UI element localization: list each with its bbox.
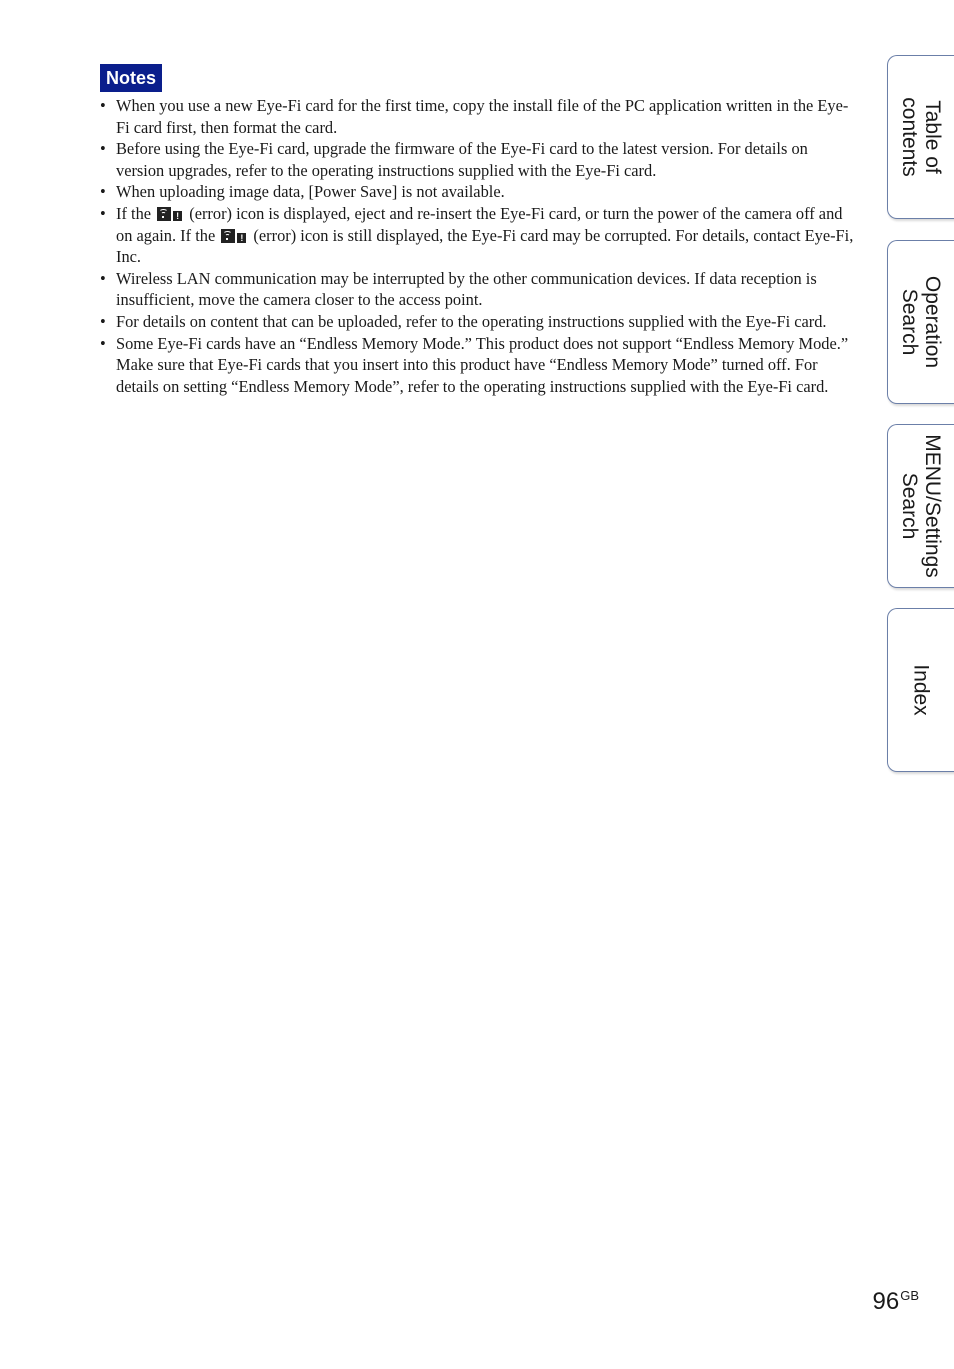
note-text: (error) icon is displayed, eject and re-insert the Eye-Fi card, or turn the power of the camera off and on again. If the (116, 203, 843, 245)
notes-list (100, 95, 854, 397)
page-number-suffix: GB (900, 1288, 919, 1303)
tab-operation-search[interactable] (887, 240, 954, 404)
note-text: If the (116, 203, 156, 223)
tab-label: Operation Search (898, 275, 944, 369)
note-item (100, 333, 854, 398)
page-number (873, 1288, 920, 1316)
tab-label: MENU/Settings Search (898, 434, 944, 578)
note-text: Some Eye-Fi cards have an “Endless Memory Mode.” This product does not support “Endless Memory Mode.” Make sure that Eye-Fi cards that you insert into this product have “Endless Memory Mode” turned off. For details on setting “Endless Memory Mode”, refer to the operating instructions supplied with the Eye-Fi card. (116, 333, 849, 396)
eyefi-error-icon: ! (221, 229, 247, 243)
note-text: (error) icon is still displayed, the Eye-Fi card may be corrupted. For details, contact Eye-Fi, Inc. (116, 225, 854, 267)
tab-label: Table of contents (898, 97, 944, 177)
note-text: Wireless LAN communication may be interrupted by the other communication devices. If data reception is insufficient, move the camera closer to the access point. (116, 268, 817, 310)
note-text: When uploading image data, [Power Save] is not available. (116, 182, 505, 202)
tab-table-of-contents[interactable] (887, 55, 954, 219)
eyefi-error-icon: ! (157, 207, 183, 221)
note-item (100, 203, 854, 268)
tab-menu-settings-search[interactable] (887, 424, 954, 588)
tab-label: Index (909, 664, 933, 716)
note-item (100, 95, 854, 138)
note-item (100, 268, 854, 311)
note-item (100, 138, 854, 181)
note-item (100, 311, 854, 333)
note-text: For details on content that can be uploaded, refer to the operating instructions supplied with the Eye-Fi card. (116, 311, 827, 331)
page-number-value: 96 (872, 1288, 900, 1315)
note-item (100, 181, 854, 203)
tab-index[interactable] (887, 608, 954, 772)
note-text: Before using the Eye-Fi card, upgrade the firmware of the Eye-Fi card to the latest version. For details on version upgrades, refer to the operating instructions supplied with the Eye-Fi card. (116, 139, 808, 180)
notes-heading: Notes (100, 64, 162, 92)
note-text: When you use a new Eye-Fi card for the first time, copy the install file of the PC application written in the Eye-Fi card first, then format the card. (116, 96, 849, 137)
